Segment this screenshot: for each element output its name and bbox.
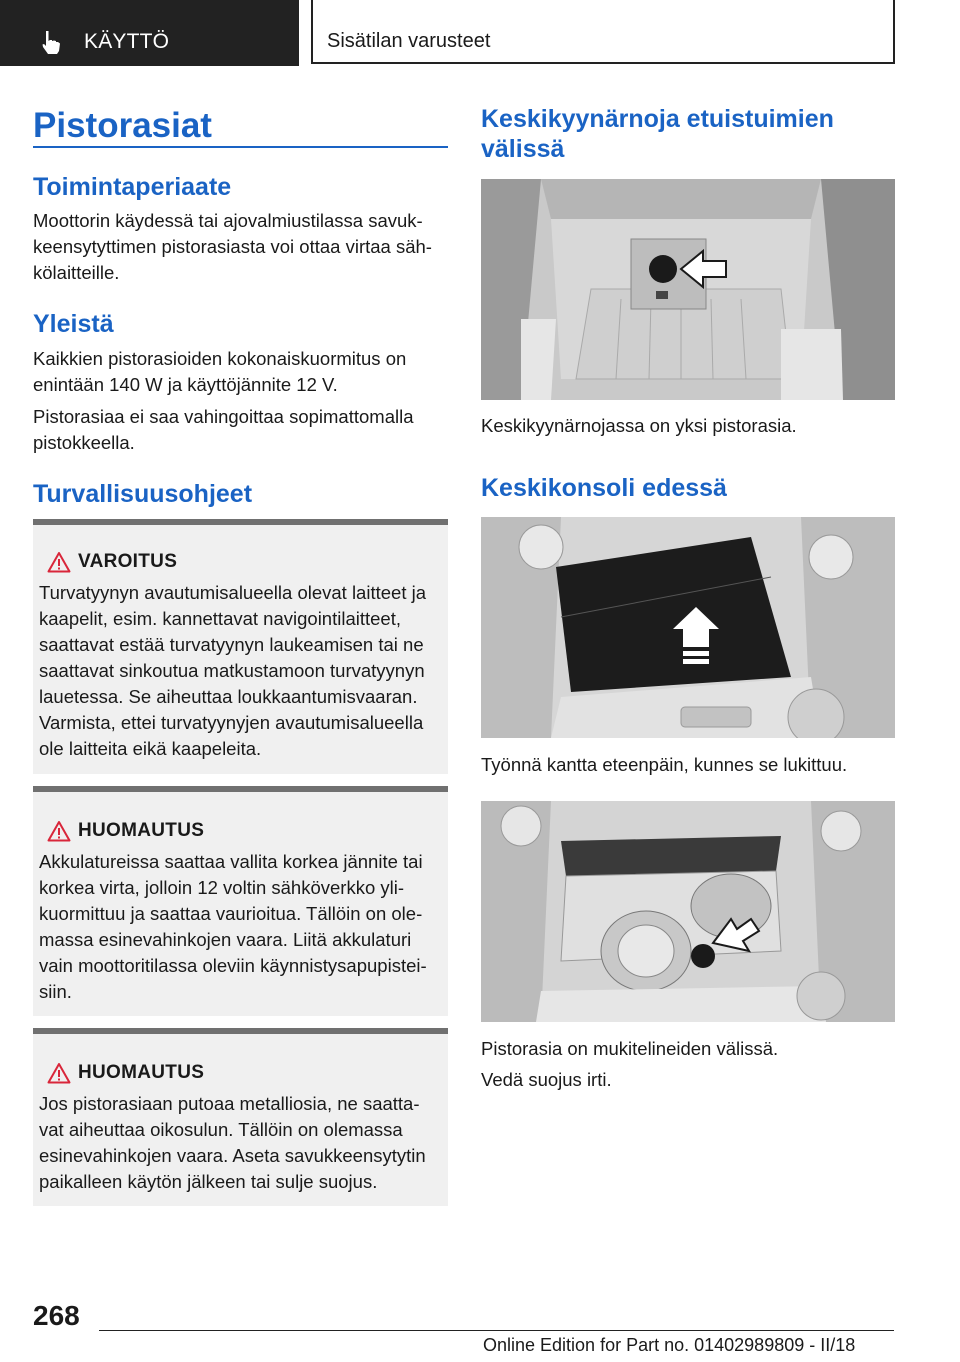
chapter-label: KÄYTTÖ xyxy=(84,30,170,53)
text-line: paikalleen käytön jälkeen tai sulje suojus. xyxy=(39,1171,378,1192)
footer-rule xyxy=(99,1330,894,1331)
heading-armrest xyxy=(481,104,901,164)
text-line: kölaitteille. xyxy=(33,262,120,283)
text-line: pistokkeella. xyxy=(33,432,135,453)
text-line: keensytyttimen pistorasiasta voi ottaa virtaa säh‐ xyxy=(33,236,432,257)
text-line: Akkulatureissa saattaa vallita korkea jännite tai xyxy=(39,851,423,872)
text-line: lauetessa. Se aiheuttaa loukkaantumisvaaran. xyxy=(39,686,418,707)
heading-console: Keskikonsoli edessä xyxy=(481,474,727,502)
text-line: Pistorasiaa ei saa vahingoittaa sopimattomalla xyxy=(33,406,414,427)
text-line: korkea virta, jolloin 12 voltin sähköverkko yli‐ xyxy=(39,877,405,898)
cupholder-photo xyxy=(481,801,895,1022)
general-text-1 xyxy=(33,346,448,398)
title-rule xyxy=(33,146,448,148)
heading-line: välissä xyxy=(481,135,565,163)
text-line: vain moottoritilassa oleviin käynnistysapupistei‐ xyxy=(39,955,427,976)
general-text-2 xyxy=(33,404,448,456)
text-line: Kaikkien pistorasioiden kokonaiskuormitus on xyxy=(33,348,407,369)
text-line: massa esinevahinkojen vaara. Liitä akkulaturi xyxy=(39,929,412,950)
edition-text: Online Edition for Part no. 01402989809 - II/18 xyxy=(483,1335,856,1355)
warning-title: VAROITUS xyxy=(78,551,178,572)
cover-caption: Vedä suojus irti. xyxy=(481,1069,612,1090)
text-line: Turvatyynyn avautumisalueella olevat laitteet ja xyxy=(39,582,426,603)
text-line: kaapelit, esim. kannettavat navigointilaitteet, xyxy=(39,608,401,629)
armrest-caption: Keskikyynärnojassa on yksi pistorasia. xyxy=(481,415,797,436)
warning-triangle-icon xyxy=(47,551,71,573)
notice-title: HUOMAUTUS xyxy=(78,820,205,841)
heading-general: Yleistä xyxy=(33,310,114,338)
text-line: kuormittuu ja saattaa vaurioitua. Tällöin on ole‐ xyxy=(39,903,423,924)
section-title: Sisätilan varusteet xyxy=(327,30,491,52)
warning-box xyxy=(33,519,448,774)
page-header xyxy=(0,0,960,66)
notice-box xyxy=(33,1028,448,1206)
text-line: saattavat estää turvatyynyn laukeamisen tai ne xyxy=(39,634,424,655)
text-line: vat aiheuttaa oikosulun. Tällöin on olemassa xyxy=(39,1119,403,1140)
console-cover-photo xyxy=(481,517,895,738)
function-text xyxy=(33,208,448,286)
text-line: Varmista, ettei turvatyynyjen avautumisalueella xyxy=(39,712,424,733)
console-caption: Työnnä kantta eteenpäin, kunnes se lukittuu. xyxy=(481,754,848,775)
text-line: Jos pistorasiaan putoaa metalliosia, ne saatta‐ xyxy=(39,1093,420,1114)
text-line: Moottorin käydessä tai ajovalmiustilassa savuk‐ xyxy=(33,210,423,231)
heading-line: Keskikyynärnoja etuistuimien xyxy=(481,105,834,133)
notice-box xyxy=(33,786,448,1016)
warning-triangle-icon xyxy=(47,1062,71,1084)
text-line: saattavat sinkoutua matkustamoon turvatyynyn xyxy=(39,660,425,681)
notice-title: HUOMAUTUS xyxy=(78,1062,205,1083)
armrest-photo xyxy=(481,179,895,400)
text-line: siin. xyxy=(39,981,72,1002)
page-title: Pistorasiat xyxy=(33,106,212,145)
notice-text xyxy=(39,1091,444,1195)
text-line: ole laitteita eikä kaapeleita. xyxy=(39,738,262,759)
hand-pointer-icon xyxy=(38,29,64,55)
heading-safety: Turvallisuusohjeet xyxy=(33,480,253,508)
warning-triangle-icon xyxy=(47,820,71,842)
text-line: enintään 140 W ja käyttöjännite 12 V. xyxy=(33,374,338,395)
section-header xyxy=(311,0,895,64)
text-line: esinevahinkojen vaara. Aseta savukkeensytytin xyxy=(39,1145,426,1166)
warning-text xyxy=(39,580,444,762)
heading-function: Toimintaperiaate xyxy=(33,173,232,201)
notice-text xyxy=(39,849,444,1005)
page-number: 268 xyxy=(33,1300,80,1331)
chapter-tab[interactable] xyxy=(0,0,299,66)
cupholder-caption: Pistorasia on mukitelineiden välissä. xyxy=(481,1038,779,1059)
